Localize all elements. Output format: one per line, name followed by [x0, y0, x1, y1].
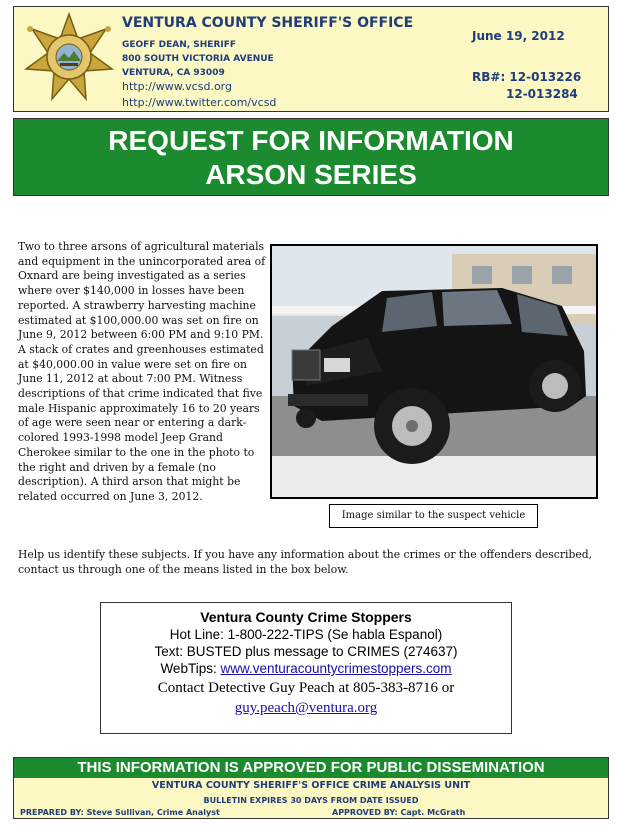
bulletin-date: June 19, 2012 — [472, 29, 565, 43]
title-line1: REQUEST FOR INFORMATION — [108, 125, 514, 156]
crime-stoppers-box — [100, 602, 512, 734]
detective-contact: Contact Detective Guy Peach at 805-383-8716 or — [157, 680, 455, 696]
rb-number-second: 12-013284 — [506, 87, 578, 101]
detective-email-link[interactable]: guy.peach@ventura.org — [234, 700, 378, 716]
letterhead — [13, 6, 609, 112]
crime-stoppers-title: Ventura County Crime Stoppers — [200, 609, 412, 625]
address-line1: 800 SOUTH VICTORIA AVENUE — [122, 54, 274, 64]
address-line2: VENTURA, CA 93009 — [122, 68, 225, 78]
help-request: Help us identify these subjects. If you have any information about the crimes or the offenders described, contact us through one of the means listed in the box below. — [18, 548, 593, 576]
text-tip: Text: BUSTED plus message to CRIMES (274637) — [154, 644, 458, 659]
title-band — [13, 118, 609, 196]
webtips-label: WebTips: — [160, 661, 221, 676]
suspect-vehicle-photo — [270, 244, 598, 499]
webtips-link[interactable]: www.venturacountycrimestoppers.com — [220, 661, 452, 676]
dissemination-banner: THIS INFORMATION IS APPROVED FOR PUBLIC DISSEMINATION — [14, 758, 608, 778]
case-description: Two to three arsons of agricultural materials and equipment in the unincorporated area of Oxnard are being investigated as a series where over $140,000 in losses have been reported. A strawberry harvesting machine estimated at $100,000.00 was set on fire on June 9, 2012 between 6:00 PM and 9:10 PM. A stack of crates and greenhouses estimated at $40,000.00 in value were set on fire on June 11, 2012 at about 7:00 PM. Witness descriptions of that crime indicated that five male Hispanic approximately 16 to 20 years of age were seen near or entering a dark-colored 1993-1998 model Jeep Grand Cherokee similar to the one in the photo to the right and driven by a female (no description). A third arson that might be related occurred on June 3, 2012. — [18, 240, 266, 503]
approved-by: APPROVED BY: Capt. McGrath — [332, 808, 466, 817]
webtips — [101, 660, 511, 677]
sheriff-name: GEOFF DEAN, SHERIFF — [122, 40, 237, 50]
website-link[interactable]: http://www.vcsd.org — [122, 80, 232, 93]
title-line2: ARSON SERIES — [205, 159, 417, 190]
hotline: Hot Line: 1-800-222-TIPS (Se habla Espanol) — [169, 627, 443, 642]
org-name: VENTURA COUNTY SHERIFF'S OFFICE — [122, 15, 414, 31]
footer — [13, 757, 609, 819]
photo-caption: Image similar to the suspect vehicle — [329, 504, 538, 528]
sheriff-badge-icon — [24, 11, 114, 101]
bulletin-expiry: BULLETIN EXPIRES 30 DAYS FROM DATE ISSUED — [203, 796, 419, 805]
twitter-link[interactable]: http://www.twitter.com/vcsd — [122, 96, 277, 109]
prepared-by: PREPARED BY: Steve Sullivan, Crime Analyst — [20, 808, 220, 817]
vehicle-illustration — [272, 246, 596, 497]
analysis-unit: VENTURA COUNTY SHERIFF'S OFFICE CRIME ANALYSIS UNIT — [151, 780, 471, 791]
rb-number: RB#: 12-013226 — [472, 70, 582, 84]
report-numbers — [472, 69, 581, 103]
